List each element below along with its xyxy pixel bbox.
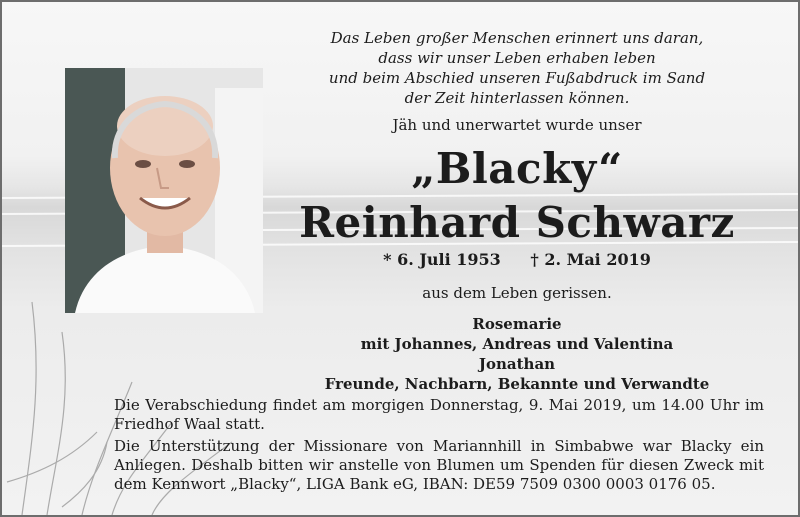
mourner-line: Jonathan	[478, 355, 556, 373]
deceased-name: Reinhard Schwarz	[299, 198, 735, 247]
mourners-list	[262, 314, 772, 394]
poem-line: dass wir unser Leben erhaben leben	[378, 49, 656, 67]
mourner-line: mit Johannes, Andreas und Valentina	[360, 335, 674, 353]
farewell-paragraph: Die Verabschiedung findet am morgigen Donnerstag, 9. Mai 2019, um 14.00 Uhr im Friedhof Waal statt.	[114, 396, 764, 433]
birth-date: * 6. Juli 1953	[383, 250, 501, 269]
nickname: „Blacky“	[411, 144, 623, 193]
poem-line: Das Leben großer Menschen erinnert uns daran,	[330, 29, 704, 47]
portrait-photo	[65, 68, 263, 313]
life-dates	[292, 250, 742, 269]
poem-line: der Zeit hinterlassen können.	[404, 89, 630, 107]
portrait-illustration	[65, 68, 263, 313]
poem	[292, 28, 742, 108]
torn-text: aus dem Leben gerissen.	[422, 284, 612, 302]
death-date: † 2. Mai 2019	[530, 250, 651, 269]
poem-line: und beim Abschied unseren Fußabdruck im Sand	[328, 69, 706, 87]
donation-paragraph: Die Unterstützung der Missionare von Mariannhill in Simbabwe war Blacky ein Anliegen. Deshalb bitten wir anstelle von Blumen um Spenden für diesen Zweck mit dem Kennwort „Blacky“, LIGA Bank eG, IBAN: DE59 7509 0300 0003 0176 05.	[114, 437, 764, 493]
intro-text: Jäh und unerwartet wurde unser	[392, 116, 642, 134]
mourner-line: Freunde, Nachbarn, Bekannte und Verwandte	[324, 375, 710, 393]
mourner-line: Rosemarie	[472, 315, 562, 333]
